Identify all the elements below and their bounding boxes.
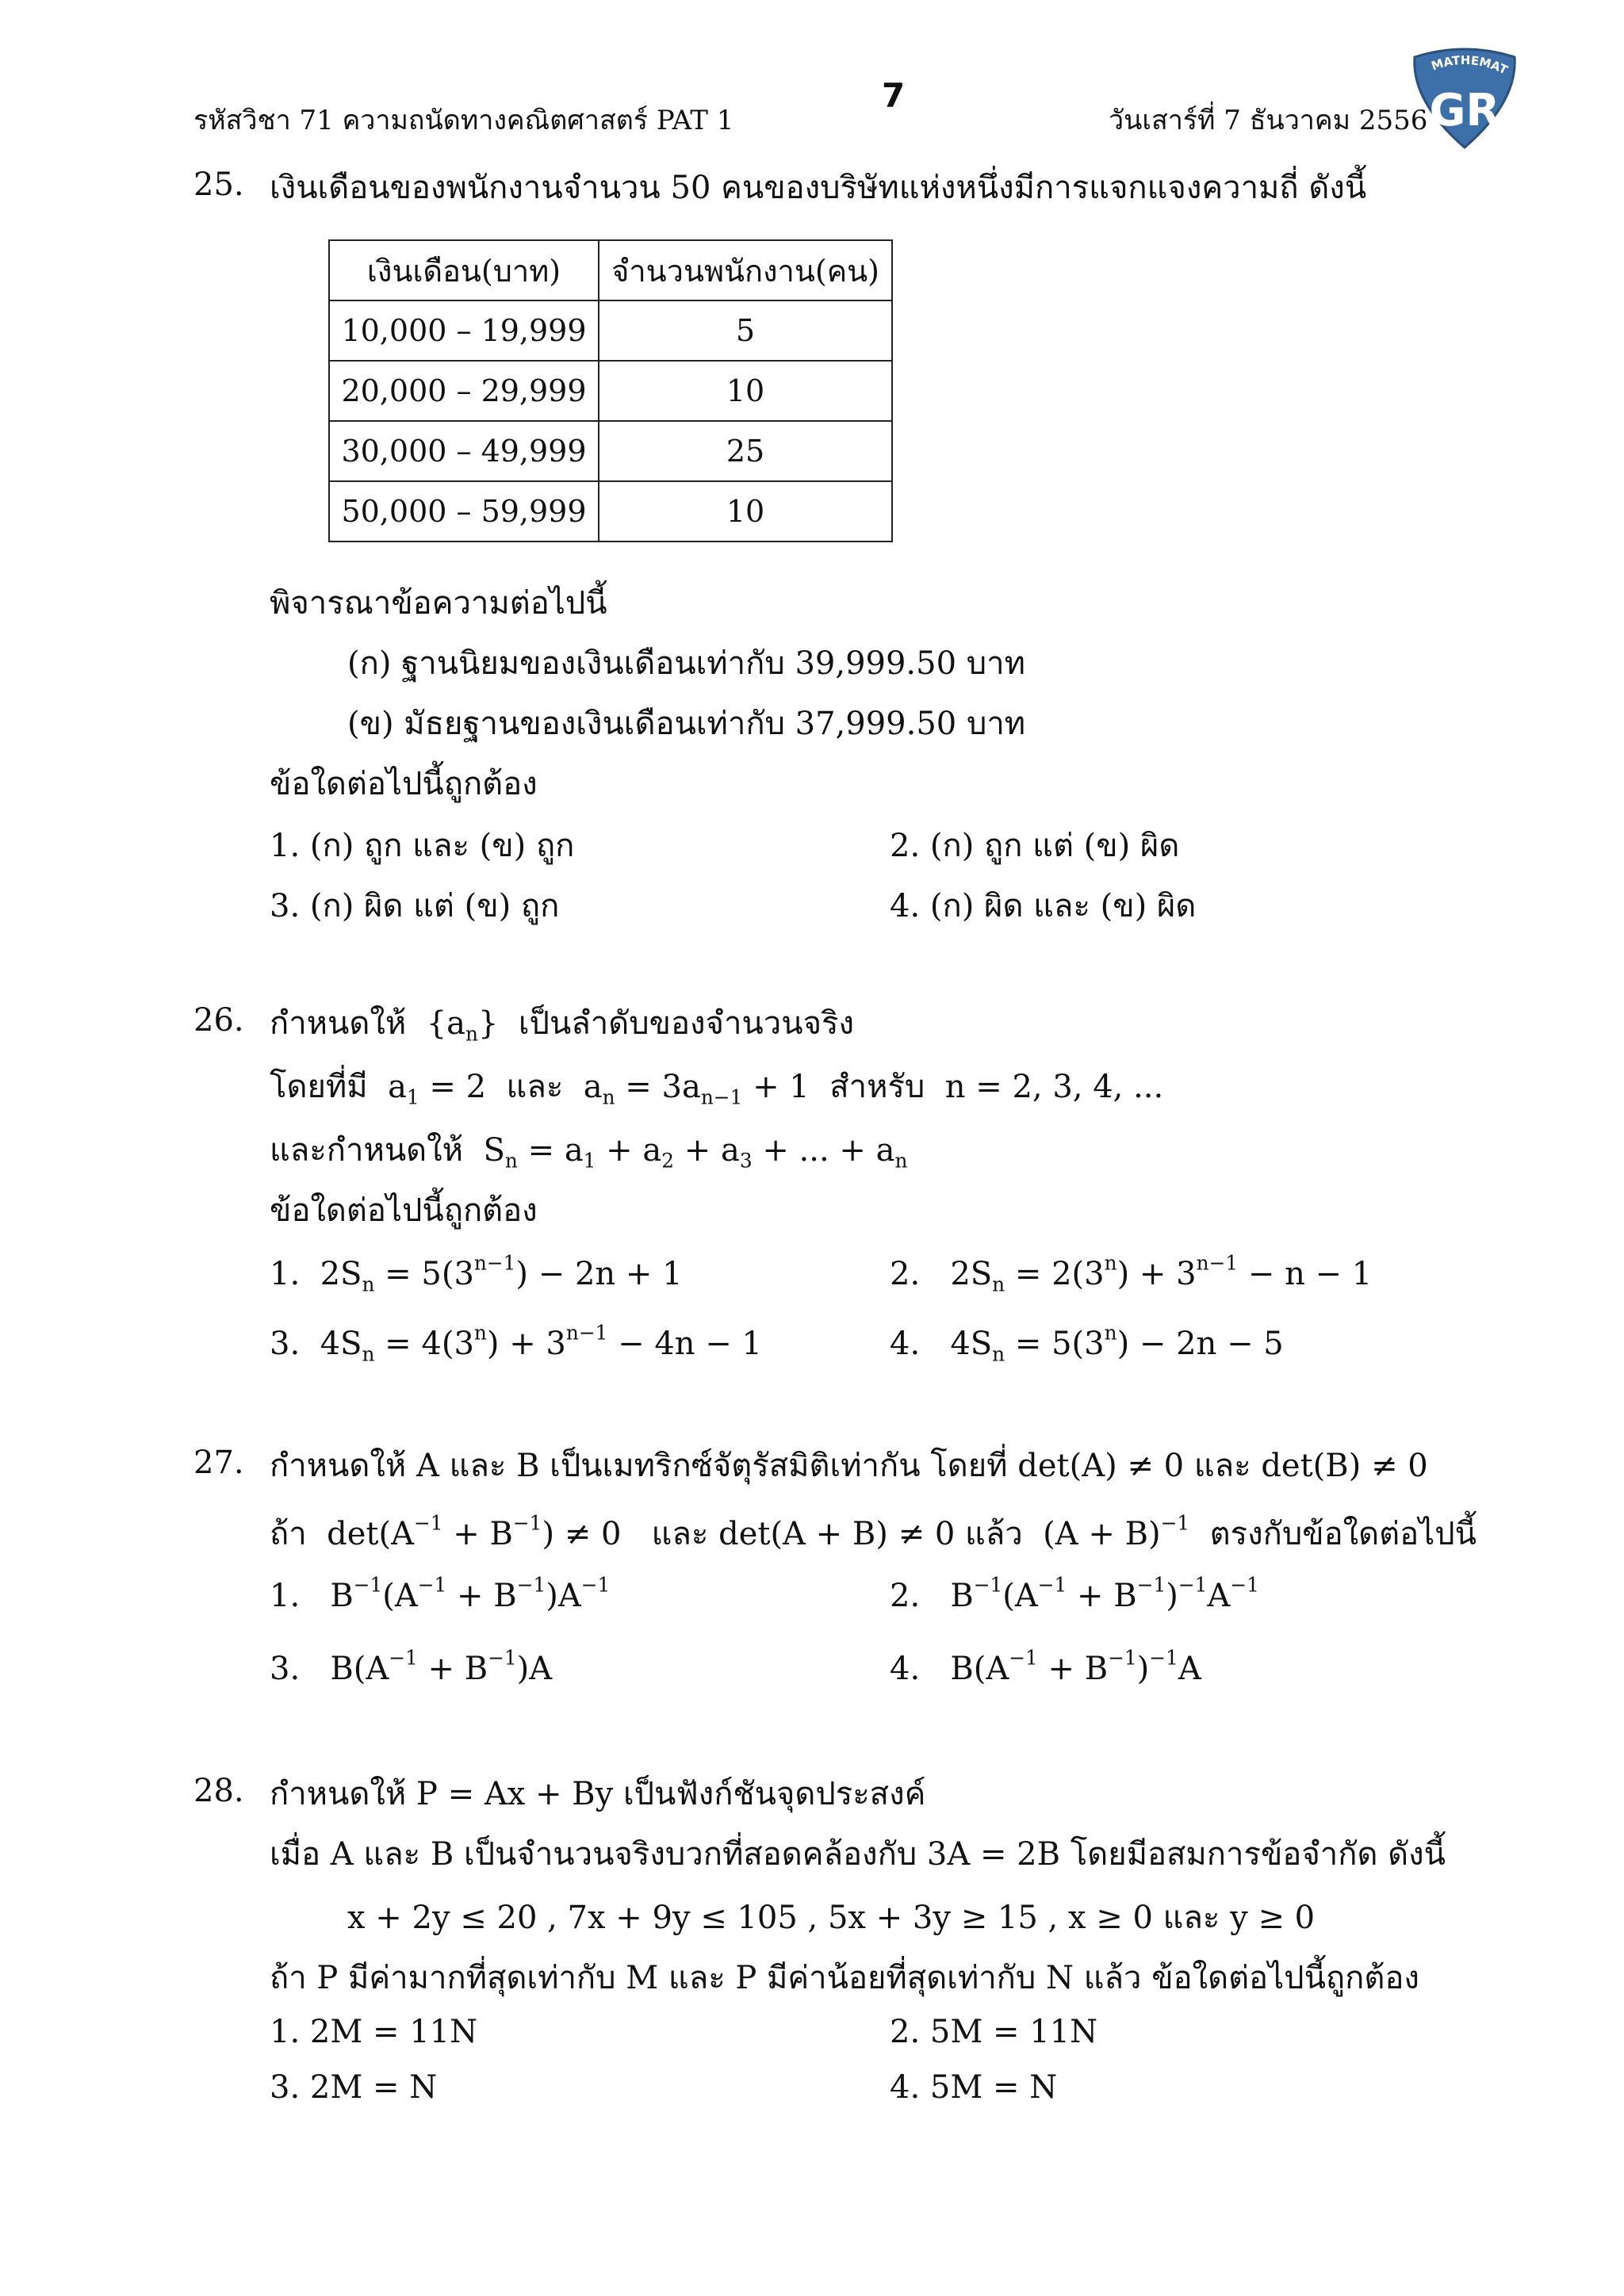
q26-line-2: โดยที่มี $a_1 = 2$ และ $a_n = 3a_{n-1} + 1$ สำหรับ n = 2, 3, 4, ... <box>270 1069 1164 1109</box>
q26-option-3[interactable]: 3. $4S_n = 4(3^n) + 3^{n-1} - 4n - 1$ <box>270 1321 762 1366</box>
q25-option-1[interactable]: 1. (ก) ถูก และ (ข) ถูก <box>270 828 575 864</box>
q26-line-3: และกำหนดให้ $S_n = a_1 + a_2 + a_3$ + ... + $a_n$ <box>270 1132 908 1173</box>
table-row <box>329 421 892 481</box>
table-cell: 30,000 – 49,999 <box>329 421 599 481</box>
q27-option-2[interactable]: 2. $B^{-1}(A^{-1} + B^{-1})^{-1}A^{-1}$ <box>890 1573 1259 1614</box>
q25-number: 25. <box>193 166 244 203</box>
salary-frequency-table <box>328 239 893 542</box>
q25-stem: เงินเดือนของพนักงานจำนวน 50 คนของบริษัทแห่งหนึ่งมีการแจกแจงความถี่ ดังนี้ <box>270 170 1367 206</box>
table-cell: 10 <box>599 361 892 421</box>
q27-option-4[interactable]: 4. $B(A^{-1} + B^{-1})^{-1}A$ <box>890 1646 1201 1687</box>
q28-option-3[interactable]: 3. 2M = N <box>270 2069 438 2106</box>
q26-option-2[interactable]: 2. $2S_n = 2(3^n) + 3^{n-1} - n - 1$ <box>890 1251 1373 1296</box>
table-row <box>329 481 892 541</box>
table-cell: 10,000 – 19,999 <box>329 300 599 361</box>
table-cell: 50,000 – 59,999 <box>329 481 599 541</box>
q28-option-4[interactable]: 4. 5M = N <box>890 2069 1058 2106</box>
q26-option-1[interactable]: 1. $2S_n = 5(3^{n-1}) - 2n + 1$ <box>270 1251 683 1296</box>
logo-letters: GR <box>1429 85 1500 136</box>
q28-option-1[interactable]: 1. 2M = 11N <box>270 2014 478 2050</box>
q25-option-2[interactable]: 2. (ก) ถูก แต่ (ข) ผิด <box>890 828 1180 864</box>
table-header-cell: เงินเดือน(บาท) <box>329 240 599 300</box>
mathematic-logo <box>1407 46 1522 159</box>
q27-line-1: กำหนดให้ A และ B เป็นเมทริกซ์จัตุรัสมิติเท่ากัน โดยที่ det(A) ≠ 0 และ det(B) ≠ 0 <box>270 1448 1428 1484</box>
table-row <box>329 300 892 361</box>
q26-option-4[interactable]: 4. $4S_n = 5(3^n) - 2n - 5$ <box>890 1321 1284 1366</box>
table-header-cell: จำนวนพนักงาน(คน) <box>599 240 892 300</box>
header-subject: รหัสวิชา 71 ความถนัดทางคณิตศาสตร์ PAT 1 <box>193 105 734 136</box>
q25-option-4[interactable]: 4. (ก) ผิด และ (ข) ผิด <box>890 888 1197 924</box>
q28-line-2: เมื่อ A และ B เป็นจำนวนจริงบวกที่สอดคล้องกับ 3A = 2B โดยมีอสมการข้อจำกัด ดังนี้ <box>270 1836 1446 1873</box>
q27-option-3[interactable]: 3. $B(A^{-1} + B^{-1})A$ <box>270 1646 553 1687</box>
q28-number: 28. <box>193 1773 244 1809</box>
logo-text: MATHEMAT <box>1429 52 1511 78</box>
table-cell: 20,000 – 29,999 <box>329 361 599 421</box>
q27-number: 27. <box>193 1445 244 1481</box>
q25-option-3[interactable]: 3. (ก) ผิด แต่ (ข) ถูก <box>270 888 560 924</box>
table-cell: 10 <box>599 481 892 541</box>
q25-statement-b: (ข) มัธยฐานของเงินเดือนเท่ากับ 37,999.50 บาท <box>347 706 1026 742</box>
q26-ask: ข้อใดต่อไปนี้ถูกต้อง <box>270 1192 538 1229</box>
table-header-row <box>329 240 892 300</box>
table-cell: 25 <box>599 421 892 481</box>
q28-line-4: ถ้า P มีค่ามากที่สุดเท่ากับ M และ P มีค่าน้อยที่สุดเท่ากับ N แล้ว ข้อใดต่อไปนี้ถูกต้อง <box>270 1960 1419 1996</box>
q25-consider: พิจารณาข้อความต่อไปนี้ <box>270 585 607 622</box>
q28-line-1: กำหนดให้ P = Ax + By เป็นฟังก์ชันจุดประสงค์ <box>270 1776 926 1812</box>
q25-ask: ข้อใดต่อไปนี้ถูกต้อง <box>270 766 538 802</box>
table-cell: 5 <box>599 300 892 361</box>
q27-option-1[interactable]: 1. $B^{-1}(A^{-1} + B^{-1})A^{-1}$ <box>270 1573 611 1614</box>
q28-constraints: x + 2y ≤ 20 , 7x + 9y ≤ 105 , 5x + 3y ≥ 15 , x ≥ 0 และ y ≥ 0 <box>347 1900 1316 1936</box>
q27-line-2: ถ้า $\det(A^{-1} + B^{-1}) \ne 0$ และ det(A + B) ≠ 0 แล้ว $(A + B)^{-1}$ ตรงกับข้อใดต่อไปนี้ <box>270 1511 1477 1552</box>
q26-number: 26. <box>193 1002 244 1039</box>
q26-line-1: กำหนดให้ $\{a_n\}$ เป็นลำดับของจำนวนจริง <box>270 1005 855 1046</box>
header-date: วันเสาร์ที่ 7 ธันวาคม 2556 <box>1109 105 1428 136</box>
table-row <box>329 361 892 421</box>
page-number: 7 <box>882 76 906 115</box>
q25-statement-a: (ก) ฐานนิยมของเงินเดือนเท่ากับ 39,999.50 บาท <box>347 645 1025 682</box>
q28-option-2[interactable]: 2. 5M = 11N <box>890 2014 1098 2050</box>
